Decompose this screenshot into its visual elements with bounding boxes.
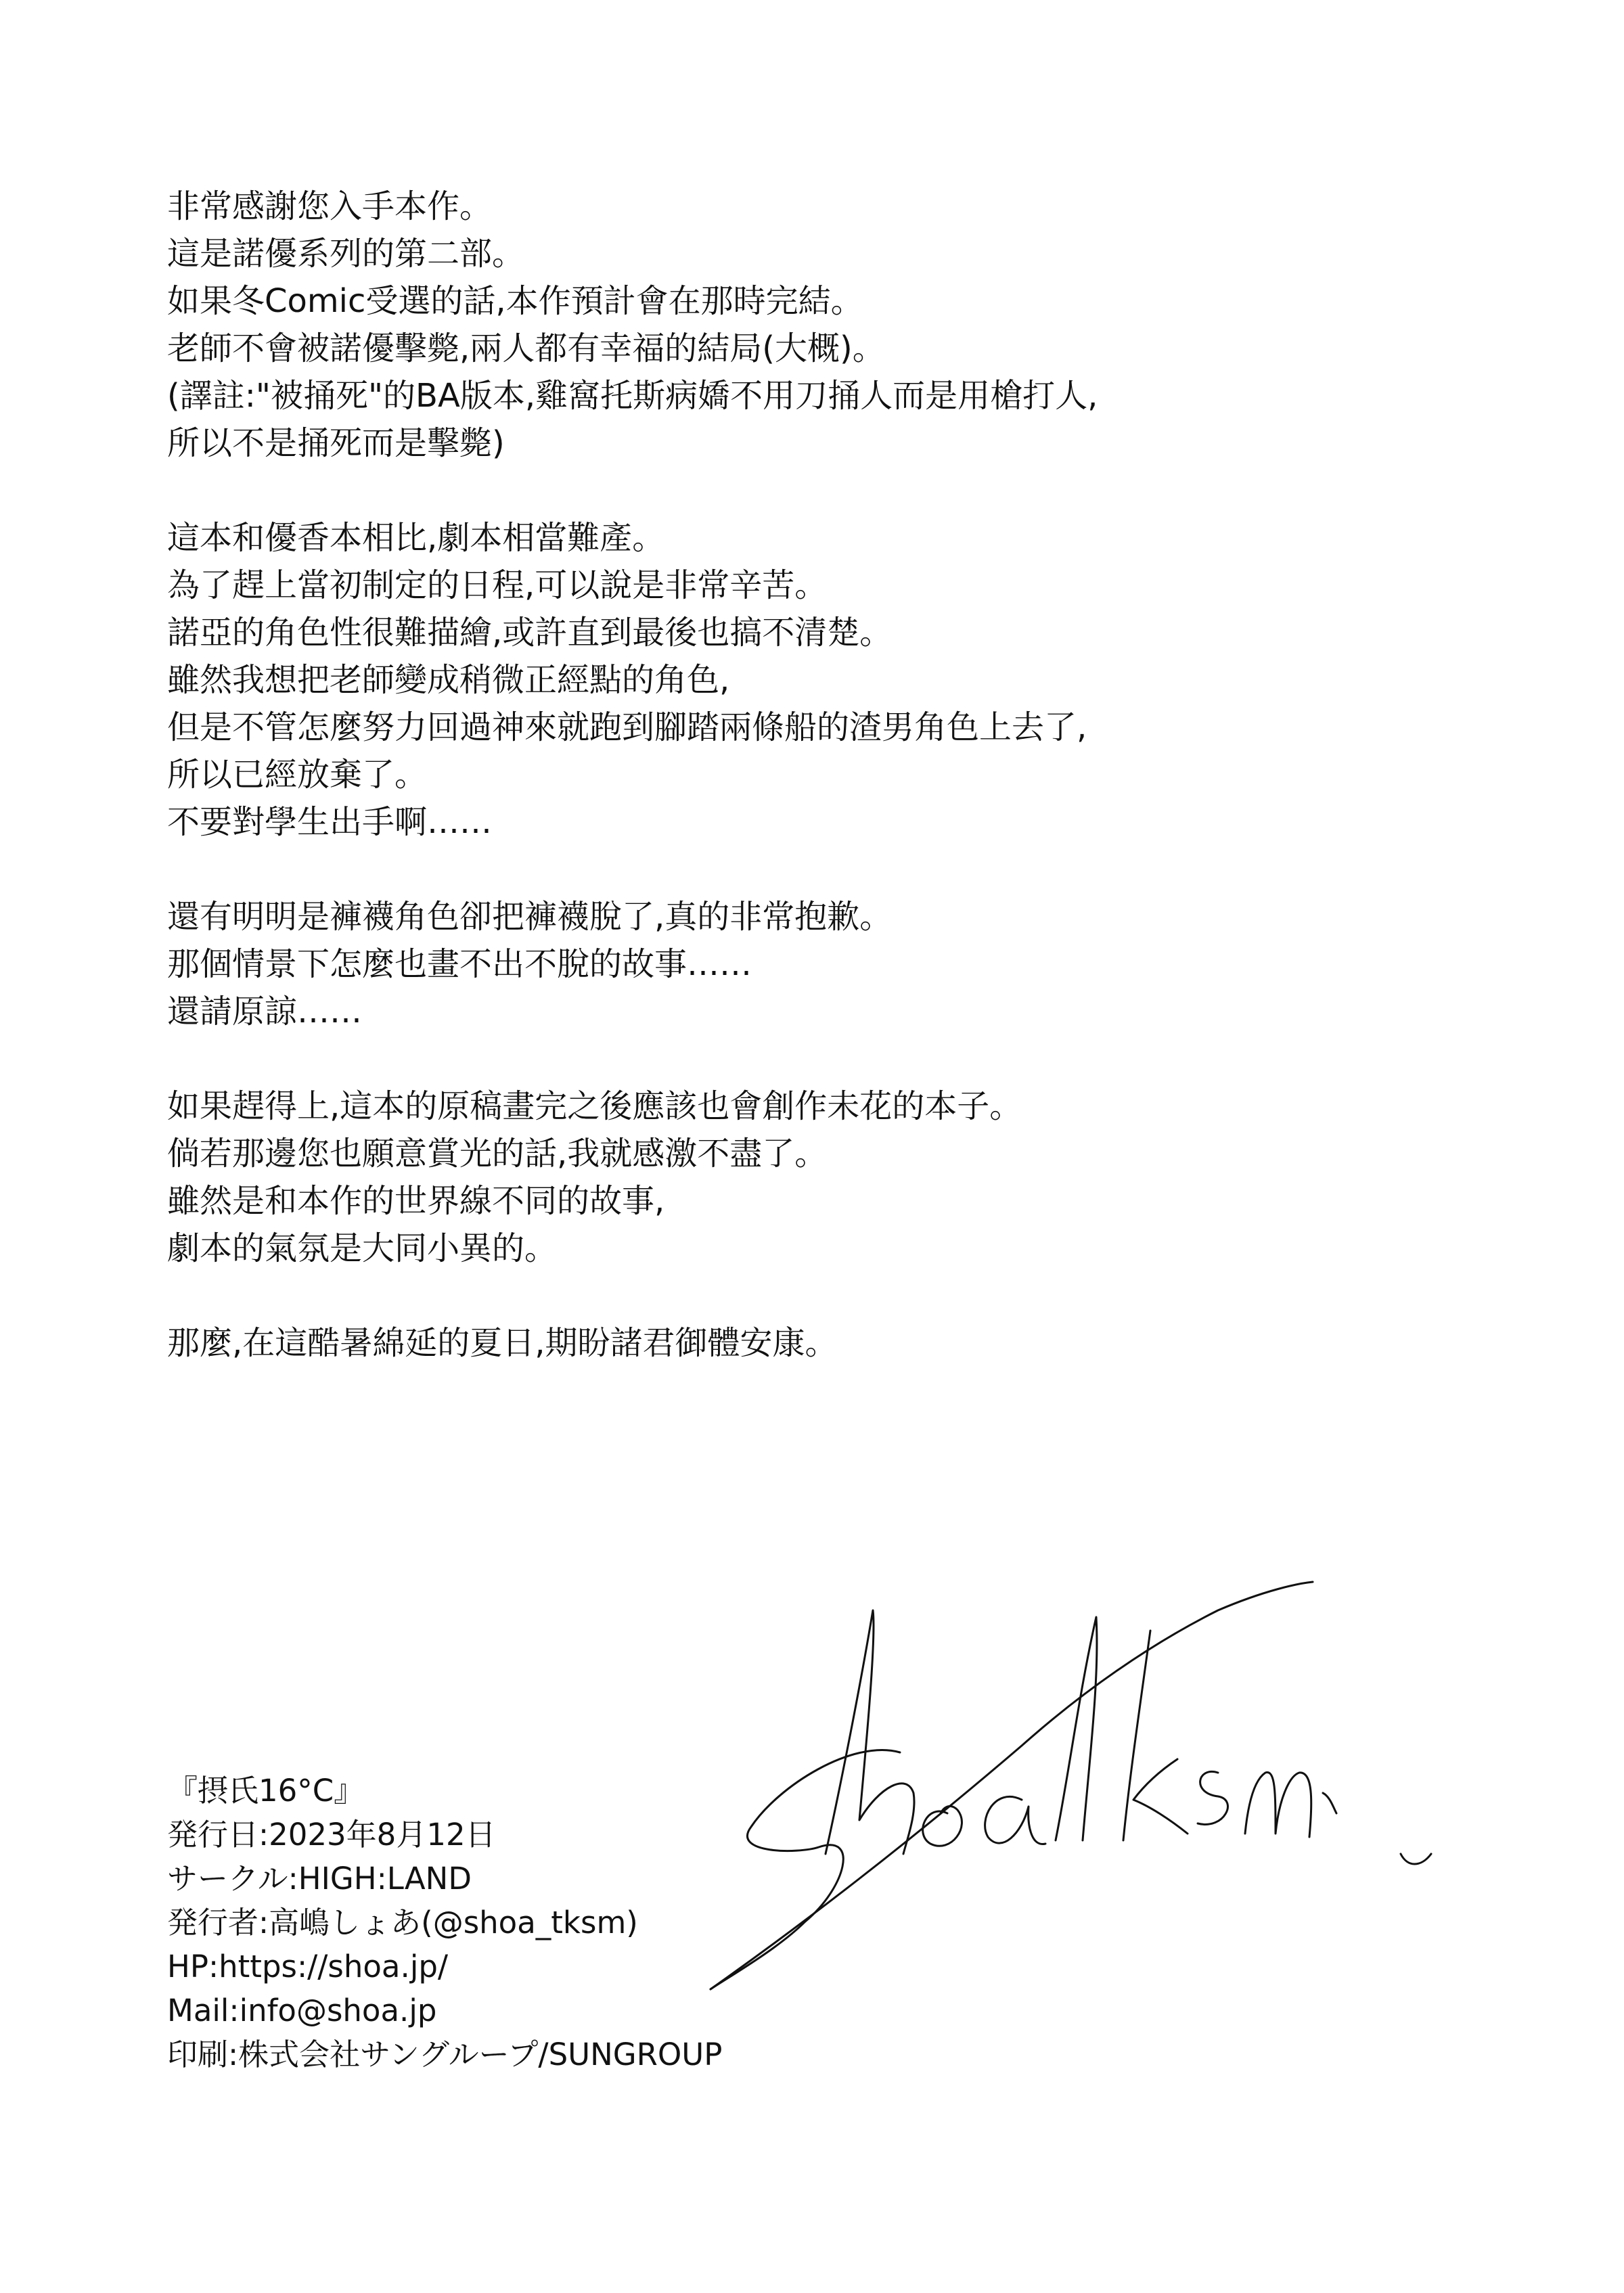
afterword (167, 183, 1520, 1367)
colophon (167, 1769, 911, 2076)
afterword-paragraph-1 (167, 183, 1520, 467)
paragraph-gap (167, 1272, 1520, 1319)
afterword-line: 這本和優香本相比,劇本相當難產。 (167, 519, 665, 557)
paragraph-gap (167, 467, 1520, 514)
afterword-line: 還請原諒…… (167, 993, 363, 1030)
afterword-line: 為了趕上當初制定的日程,可以說是非常辛苦。 (167, 566, 828, 604)
afterword-line: 還有明明是褲襪角色卻把褲襪脫了,真的非常抱歉。 (167, 898, 893, 936)
afterword-line: 諾亞的角色性很難描繪,或許直到最後也搞不清楚。 (167, 614, 893, 652)
afterword-paragraph-3 (167, 893, 1520, 1035)
afterword-line: 這是諾優系列的第二部。 (167, 235, 525, 273)
afterword-paragraph-5 (167, 1319, 1520, 1367)
afterword-line: 那個情景下怎麼也畫不出不脫的故事…… (167, 945, 752, 983)
afterword-line: 劇本的氣氛是大同小異的。 (167, 1229, 558, 1267)
afterword-line: 雖然是和本作的世界線不同的故事, (167, 1182, 665, 1220)
paragraph-gap (167, 846, 1520, 893)
afterword-paragraph-2 (167, 514, 1520, 846)
afterword-line: 如果趕得上,這本的原稿畫完之後應該也會創作未花的本子。 (167, 1087, 1022, 1125)
afterword-line: 但是不管怎麼努力回過神來就跑到腳踏兩條船的渣男角色上去了, (167, 708, 1087, 746)
book-title: 『摂氏16°C』 (167, 1773, 365, 1809)
afterword-line: 倘若那邊您也願意賞光的話,我就感激不盡了。 (167, 1135, 828, 1173)
afterword-paragraph-4 (167, 1083, 1520, 1272)
homepage: HP:https://shoa.jp/ (167, 1949, 449, 1984)
afterword-line: 雖然我想把老師變成稍微正經點的角色, (167, 661, 730, 699)
issue-date: 発行日:2023年8月12日 (167, 1817, 496, 1853)
circle-name: サークル:HIGH:LAND (167, 1861, 472, 1897)
afterword-line: 不要對學生出手啊…… (167, 803, 493, 841)
translator-note-line: (譯註:"被捅死"的BA版本,雞窩托斯病嬌不用刀捅人而是用槍打人, (167, 377, 1098, 415)
printer: 印刷:株式会社サングループ/SUNGROUP (167, 2037, 723, 2072)
afterword-line: 非常感謝您入手本作。 (167, 187, 493, 225)
paragraph-gap (167, 1035, 1520, 1083)
contact-mail: Mail:info@shoa.jp (167, 1993, 437, 2028)
publisher: 発行者:高嶋しょあ(@shoa_tksm) (167, 1905, 638, 1940)
translator-note-line: 所以不是捅死而是擊斃) (167, 424, 505, 462)
closing-line: 那麼,在這酷暑綿延的夏日,期盼諸君御體安康。 (167, 1324, 838, 1362)
afterword-line: 如果冬Comic受選的話,本作預計會在那時完結。 (167, 282, 863, 320)
afterword-line: 老師不會被諾優擊斃,兩人都有幸福的結局(大概)。 (167, 330, 885, 367)
afterword-line: 所以已經放棄了。 (167, 756, 428, 794)
